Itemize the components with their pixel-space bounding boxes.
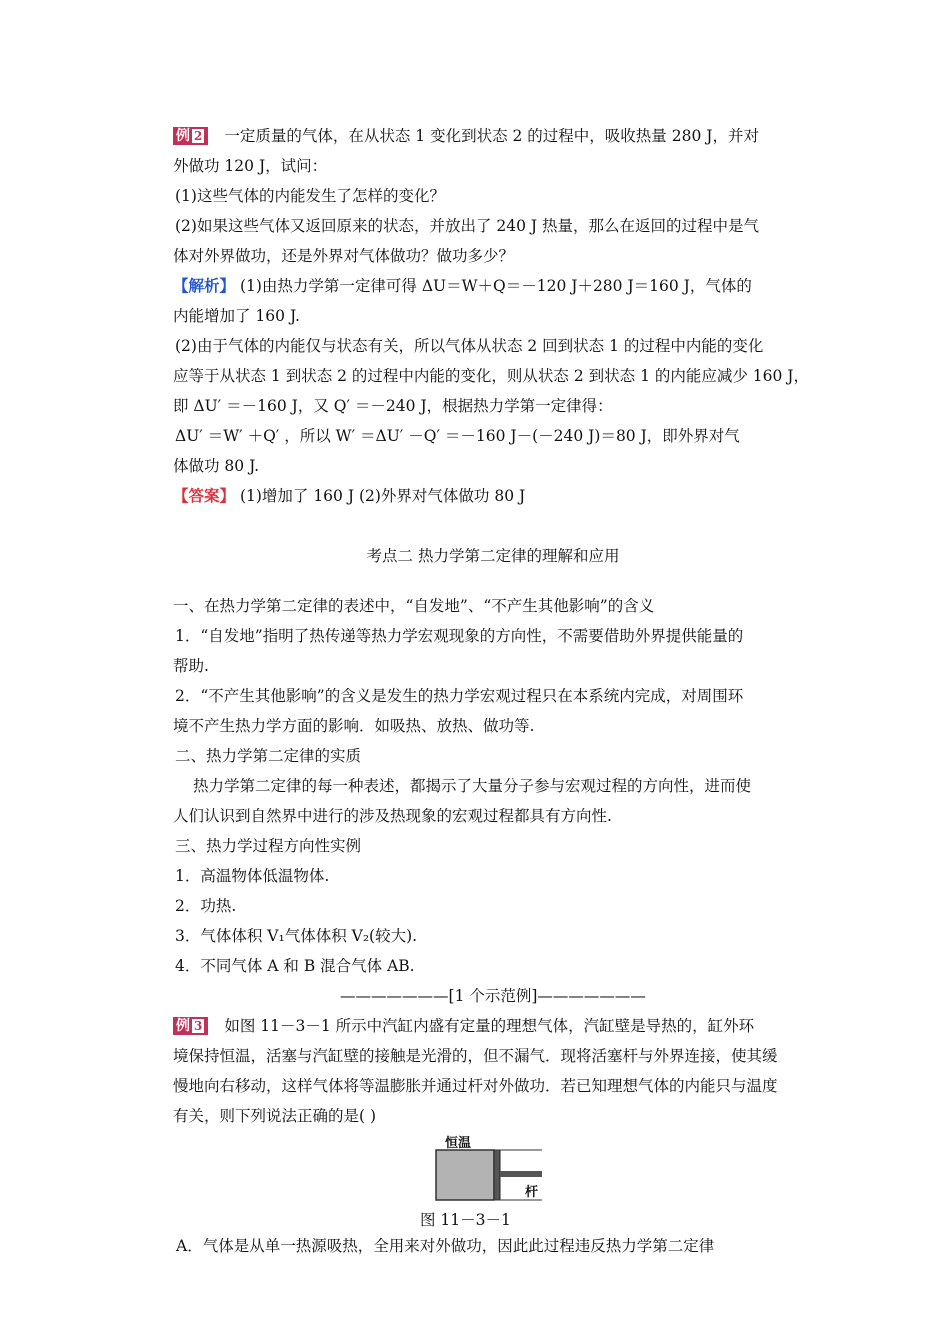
analysis-line-4: 应等于从状态 1 到状态 2 的过程中内能的变化，则从状态 2 到状态 1 的内能应减少 160 J， (173, 367, 810, 385)
analysis-line-7: 体做功 80 J. (173, 457, 260, 475)
example-item-3: 3．气体体积 V₁气体体积 V₂(较大). (175, 927, 418, 945)
analysis-line-3: (2)由于气体的内能仅与状态有关，所以气体从状态 2 回到状态 1 的过程中内能的变化 (175, 337, 764, 355)
example-3-line-3: 慢地向右移动，这样气体将等温膨胀并通过杆对外做功．若已知理想气体的内能只与温度 (173, 1077, 778, 1095)
analysis-line-5: 即 ΔU′ ＝－160 J，又 Q′ ＝－240 J，根据热力学第一定律得： (173, 397, 613, 415)
analysis-line-1: 【解析】 (1)由热力学第一定律可得 ΔU＝W＋Q＝－120 J＋280 J＝160 J，气体的 (173, 276, 752, 295)
example-2-line-1: 例 2 一定质量的气体，在从状态 1 变化到状态 2 的过程中，吸收热量 280 J，并对 (173, 126, 813, 146)
constant-temperature-label: 恒温 (445, 1136, 472, 1151)
heading-3: 三、热力学过程方向性实例 (175, 837, 362, 855)
example-2-question-2: (2)如果这些气体又返回原来的状态，并放出了 240 J 热量，那么在返回的过程中是气 (175, 217, 760, 235)
rod-label: 杆 (525, 1185, 539, 1200)
heading-2: 二、热力学第二定律的实质 (175, 747, 362, 765)
figure-caption: 图 11－3－1 (420, 1211, 511, 1229)
point-2-line-1: 2．“不产生其他影响”的含义是发生的热力学宏观过程只在本系统内完成，对周围环 (175, 687, 744, 705)
example-2-badge: 例 2 (173, 127, 208, 145)
essence-line-2: 人们认识到自然界中进行的涉及热现象的宏观过程都具有方向性. (173, 807, 612, 825)
analysis-line-2: 内能增加了 160 J. (173, 307, 300, 325)
example-3-line-4: 有关，则下列说法正确的是( ) (173, 1107, 377, 1125)
example-divider: ———————[1 个示范例]——————— (340, 987, 646, 1005)
analysis-line-6: ΔU′ ＝W′ ＋Q′ ，所以 W′ ＝ΔU′ －Q′ ＝－160 J－(－240 J)＝80 J，即外界对气 (175, 427, 740, 445)
example-2-question-2-cont: 体对外界做功，还是外界对气体做功？做功多少？ (173, 247, 515, 265)
example-2-question-1: (1)这些气体的内能发生了怎样的变化？ (175, 187, 445, 205)
analysis-label: 【解析】 (173, 276, 236, 295)
essence-line-1: 热力学第二定律的每一种表述，都揭示了大量分子参与宏观过程的方向性，进而使 (193, 777, 752, 795)
point-2-line-2: 境不产生热力学方面的影响．如吸热、放热、做功等. (173, 717, 535, 735)
example-3-badge: 例 3 (173, 1017, 208, 1035)
heading-1: 一、在热力学第二定律的表述中，“自发地”、“不产生其他影响”的含义 (173, 597, 655, 615)
example-3-line-2: 境保持恒温，活塞与汽缸壁的接触是光滑的，但不漏气．现将活塞杆与外界连接，使其缓 (173, 1047, 778, 1065)
option-a: A．气体是从单一热源吸热，全用来对外做功，因此此过程违反热力学第二定律 (176, 1237, 715, 1255)
example-item-4: 4．不同气体 A 和 B 混合气体 AB. (175, 957, 415, 975)
point-1-line-1: 1．“自发地”指明了热传递等热力学宏观现象的方向性，不需要借助外界提供能量的 (175, 627, 744, 645)
example-item-1: 1．高温物体低温物体. (175, 867, 330, 885)
point-1-line-2: 帮助. (173, 657, 209, 675)
answer-label: 【答案】 (173, 486, 236, 505)
answer-line: 【答案】 (1)增加了 160 J (2)外界对气体做功 80 J (173, 486, 526, 505)
example-3-line-1: 例 3 如图 11－3－1 所示中汽缸内盛有定量的理想气体，汽缸壁是导热的，缸外环 (173, 1016, 813, 1036)
example-2-line-2: 外做功 120 J，试问： (173, 157, 328, 175)
cylinder-figure (433, 1138, 548, 1207)
section-title: 考点二 热力学第二定律的理解和应用 (366, 547, 620, 565)
example-item-2: 2．功热. (175, 897, 237, 915)
